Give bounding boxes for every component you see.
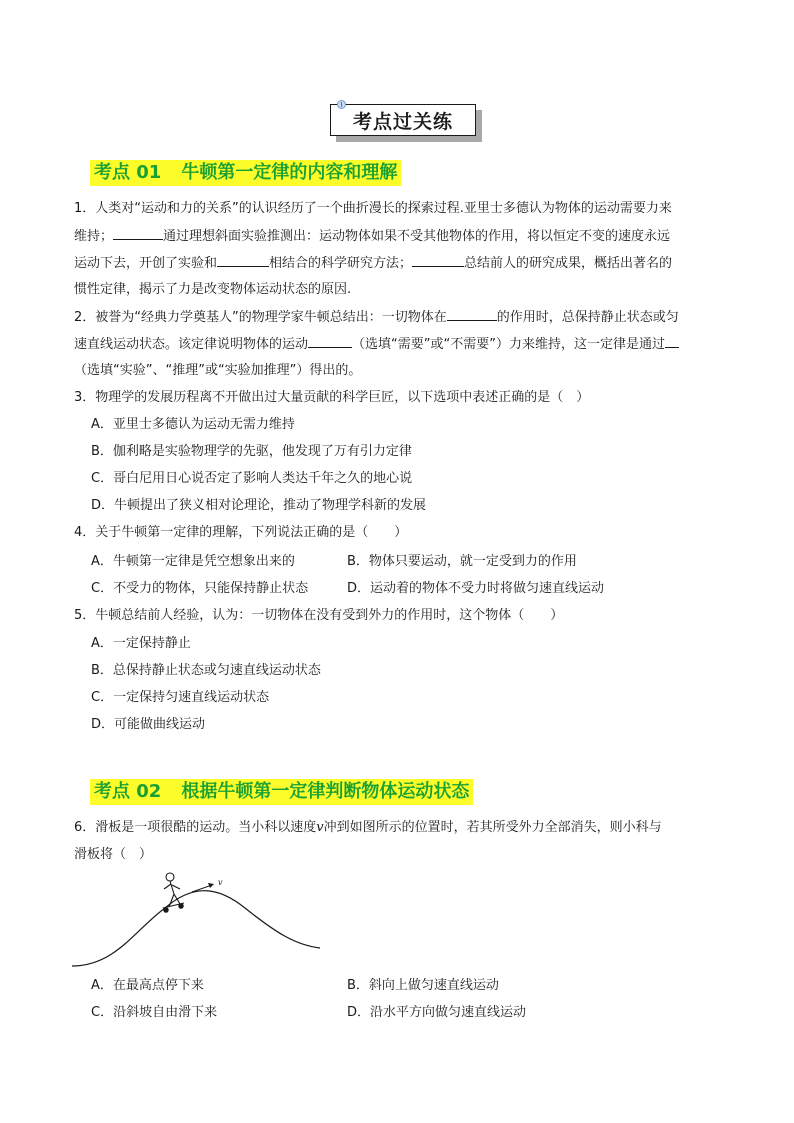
q2-text: 2．被誉为“经典力学奠基人”的物理学家牛顿总结出：一切物体在 — [74, 310, 447, 325]
q3-option-d[interactable]: D．牛顿提出了狭义相对论理论，推动了物理学科新的发展 — [91, 498, 427, 513]
answer-blank[interactable] — [412, 254, 464, 267]
answer-blank[interactable] — [113, 227, 163, 240]
q2-text: 速直线运动状态。该定律说明物体的运动 — [74, 337, 309, 352]
question-2-line-1 — [74, 308, 679, 327]
section-heading-01 — [90, 160, 401, 186]
question-6-line-2: 滑板将（ ） — [74, 847, 153, 862]
answer-blank[interactable] — [308, 335, 352, 348]
q1-text: 相结合的科学研究方法； — [269, 256, 413, 271]
q1-text: 运动下去，开创了实验和 — [74, 256, 218, 271]
question-4-stem: 4．关于牛顿第一定律的理解，下列说法正确的是（ ） — [74, 525, 408, 540]
q4-option-a[interactable]: A．牛顿第一定律是凭空想象出来的 — [91, 554, 295, 569]
q1-text: 通过理想斜面实验推测出：运动物体如果不受其他物体的作用，将以恒定不变的速度永远 — [163, 229, 671, 244]
question-1-line-1: 1．人类对“运动和力的关系”的认识经历了一个曲折漫长的探索过程.亚里士多德认为物体的运动需要力来 — [74, 201, 672, 216]
question-3-stem: 3．物理学的发展历程离不开做出过大量贡献的科学巨匠，以下选项中表述正确的是（ ） — [74, 390, 590, 405]
answer-blank[interactable] — [665, 335, 679, 348]
q6-text: 6．滑板是一项很酷的运动。当小科以速度 — [74, 820, 317, 835]
question-2-line-2 — [74, 335, 679, 354]
page-title-badge — [330, 104, 482, 144]
answer-blank[interactable] — [217, 254, 269, 267]
q5-option-c[interactable]: C．一定保持匀速直线运动状态 — [91, 690, 270, 705]
question-6-line-1 — [74, 819, 662, 837]
q4-option-d[interactable]: D．运动着的物体不受力时将做匀速直线运动 — [347, 581, 605, 596]
q2-text: （选填“需要”或“不需要”）力来维持，这一定律是通过 — [352, 337, 665, 352]
q1-text: 总结前人的研究成果，概括出著名的 — [464, 256, 673, 271]
skateboard-hill-figure — [70, 870, 330, 970]
q3-option-a[interactable]: A．亚里士多德认为运动无需力维持 — [91, 417, 295, 432]
q1-text: 维持； — [74, 229, 114, 244]
hill-curve — [72, 891, 320, 966]
q6-option-d[interactable]: D．沿水平方向做匀速直线运动 — [347, 1005, 527, 1020]
section-title: 根据牛顿第一定律判断物体运动状态 — [181, 781, 470, 802]
q6-option-a[interactable]: A．在最高点停下来 — [91, 978, 204, 993]
q2-text: 的作用时，总保持静止状态或匀 — [496, 310, 679, 325]
q4-option-b[interactable]: B．物体只要运动，就一定受到力的作用 — [347, 554, 577, 569]
q5-option-d[interactable]: D．可能做曲线运动 — [91, 717, 206, 732]
q6-option-c[interactable]: C．沿斜坡自由滑下来 — [91, 1005, 218, 1020]
q6-text: 冲到如图所示的位置时，若其所受外力全部消失，则小科与 — [323, 820, 662, 835]
question-5-stem: 5．牛顿总结前人经验，认为：一切物体在没有受到外力的作用时，这个物体（ ） — [74, 608, 564, 623]
question-1-line-4: 惯性定律，揭示了力是改变物体运动状态的原因. — [74, 282, 352, 297]
q5-option-b[interactable]: B．总保持静止状态或匀速直线运动状态 — [91, 663, 321, 678]
velocity-symbol: v — [316, 820, 324, 835]
section-number: 考点 02 — [94, 781, 162, 802]
section-title: 牛顿第一定律的内容和理解 — [181, 162, 398, 183]
q3-option-b[interactable]: B．伽利略是实验物理学的先驱，他发现了万有引力定律 — [91, 444, 412, 459]
q3-option-c[interactable]: C．哥白尼用日心说否定了影响人类达千年之久的地心说 — [91, 471, 413, 486]
section-heading-02 — [90, 779, 473, 805]
q5-option-a[interactable]: A．一定保持静止 — [91, 636, 191, 651]
question-2-line-3: （选填“实验”、“推理”或“实验加推理”）得出的。 — [74, 363, 362, 378]
answer-blank[interactable] — [447, 308, 497, 321]
page-title: 考点过关练 — [330, 104, 476, 136]
question-1-line-3 — [74, 254, 672, 273]
info-dot-icon — [337, 100, 346, 109]
section-number: 考点 01 — [94, 162, 162, 183]
question-1-line-2 — [74, 227, 670, 246]
q4-option-c[interactable]: C．不受力的物体，只能保持静止状态 — [91, 581, 309, 596]
q6-option-b[interactable]: B．斜向上做匀速直线运动 — [347, 978, 499, 993]
velocity-label: v — [218, 878, 223, 887]
